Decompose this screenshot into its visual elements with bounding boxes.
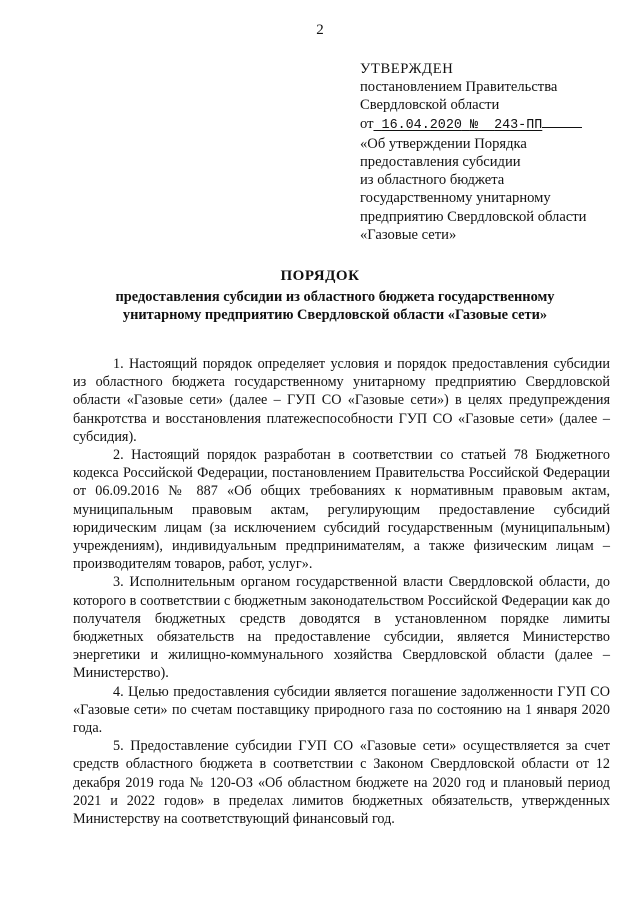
document-subtitle: предоставления субсидии из областного бюджета государственному унитарному предприятию Свердловской области «Газовые сети» bbox=[115, 289, 555, 323]
document-title: ПОРЯДОК bbox=[280, 268, 360, 284]
approval-number-underline bbox=[542, 115, 582, 128]
approval-date: 16.04.2020 bbox=[381, 117, 462, 133]
approval-line-1: постановлением Правительства bbox=[360, 79, 558, 96]
approval-stamp-block bbox=[360, 60, 620, 244]
approval-quote-line-3: из областного бюджета bbox=[360, 172, 505, 189]
paragraph-2: 2. Настоящий порядок разработан в соответствии со статьей 78 Бюджетного кодекса Российской Федерации, постановлением Правительства Российской Федерации от 06.09.2016 № 887 «Об общих требованиях к нормативным правовым актам, муниципальным правовым актам, регулирующим предоставление субсидий юридическим лицам (за исключением субсидий государственным (муниципальным) учреждениям), индивидуальным предпринимателям, а также физическим лицам – производителям товаров, работ, услуг». bbox=[73, 447, 610, 573]
paragraph-4: 4. Целью предоставления субсидии является погашение задолженности ГУП СО «Газовые сети» по счетам поставщику природного газа по состоянию на 1 января 2020 года. bbox=[73, 683, 610, 737]
approval-quote-line-4: государственному унитарному bbox=[360, 190, 551, 207]
approval-quote-line-1: «Об утверждении Порядка bbox=[360, 135, 527, 152]
page-number: 2 bbox=[316, 22, 324, 38]
paragraph-5: 5. Предоставление субсидии ГУП СО «Газовые сети» осуществляется за счет средств областного бюджета в соответствии с Законом Свердловской области от 12 декабря 2019 года № 120-ОЗ «Об областном бюджете на 2020 год и плановый период 2021 и 2022 годов» в пределах лимитов бюджетных обязательств, утвержденных Министерству на соответствующий финансовый год. bbox=[73, 738, 610, 828]
approval-from-label: от bbox=[360, 115, 374, 132]
approval-line-2: Свердловской области bbox=[360, 97, 500, 114]
paragraph-1: 1. Настоящий порядок определяет условия и порядок предоставления субсидии из областного бюджета государственному унитарному предприятию Свердловской области «Газовые сети» (далее – ГУП СО «Газовые сети») в целях предупреждения банкротства и восстановления платежеспособности ГУП СО «Газовые сети» (далее – субсидия). bbox=[73, 356, 610, 445]
approval-title: УТВЕРЖДЕН bbox=[360, 61, 454, 77]
approval-quote-line-6: «Газовые сети» bbox=[360, 226, 457, 243]
approval-number: 243-ПП bbox=[494, 117, 543, 133]
approval-number-label: № bbox=[469, 117, 478, 133]
paragraph-3: 3. Исполнительным органом государственной власти Свердловской области, до которого в соответствии с бюджетным законодательством Российской Федерации как до получателя бюджетных средств доводятся в установленном порядке лимиты бюджетных обязательств на предоставление субсидии, является Министерство энергетики и жилищно-коммунального хозяйства Свердловской области (далее – Министерство). bbox=[73, 574, 610, 682]
approval-quote-line-2: предоставления субсидии bbox=[360, 154, 521, 171]
document-body bbox=[73, 355, 610, 828]
approval-quote-line-5: предприятию Свердловской области bbox=[360, 208, 587, 225]
approval-date-line bbox=[360, 115, 620, 135]
